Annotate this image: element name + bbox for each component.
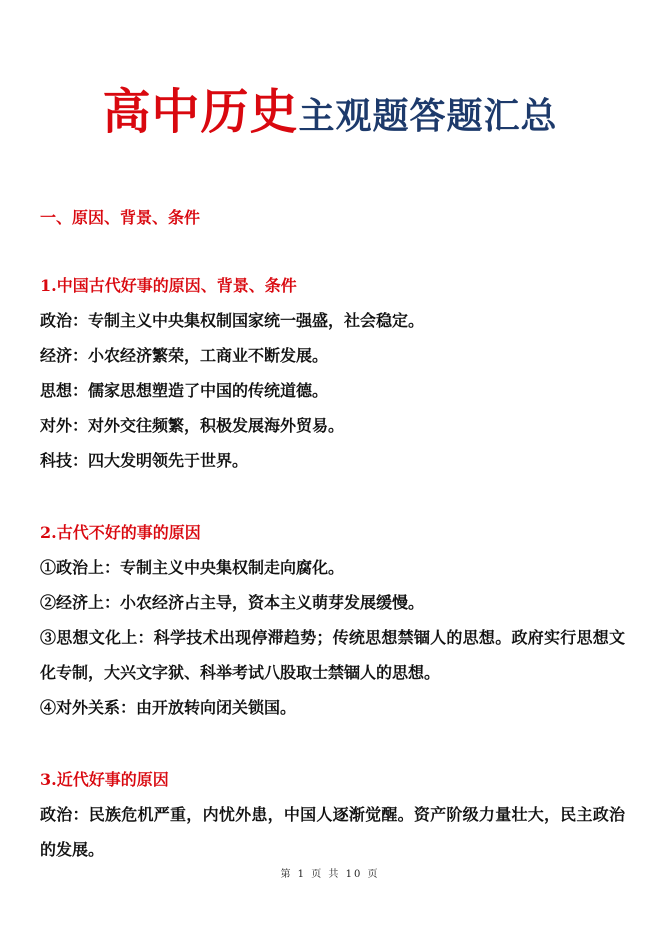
- content-line: 思想：儒家思想塑造了中国的传统道德。: [40, 381, 329, 400]
- page-title-blue: 主观题答题汇总: [298, 96, 558, 137]
- content-line: 经济：小农经济繁荣，工商业不断发展。: [40, 346, 329, 365]
- content-block-2: [40, 515, 625, 725]
- content-paragraph: 政治：民族危机严重，内忧外患，中国人逐渐觉醒。资产阶级力量壮大，民主政治的发展。: [40, 805, 625, 859]
- subsection-heading: 2.古代不好的事的原因: [40, 523, 201, 542]
- content-paragraph: ③思想文化上：科学技术出现停滞趋势；传统思想禁锢人的思想。政府实行思想文化专制，大兴文字狱、科举考试八股取士禁锢人的思想。: [40, 628, 625, 682]
- content-block-3: [40, 762, 625, 867]
- subsection-heading: 3.近代好事的原因: [40, 770, 169, 789]
- section-heading: 一、原因、背景、条件: [40, 208, 201, 227]
- content-line: 对外：对外交往频繁，积极发展海外贸易。: [40, 416, 345, 435]
- content-line: 政治：专制主义中央集权制国家统一强盛，社会稳定。: [40, 311, 425, 330]
- subsection-heading: 1.中国古代好事的原因、背景、条件: [40, 276, 297, 295]
- content-line: ②经济上：小农经济占主导，资本主义萌芽发展缓慢。: [40, 593, 425, 612]
- page-title-red: 高中历史: [102, 84, 299, 140]
- content-line: ④对外关系：由开放转向闭关锁国。: [40, 698, 297, 717]
- content-line: 科技：四大发明领先于世界。: [40, 451, 249, 470]
- page-footer: 第 1 页 共 10 页: [280, 869, 380, 880]
- page-title: [0, 84, 660, 140]
- content-line: ①政治上：专制主义中央集权制走向腐化。: [40, 558, 345, 577]
- content-block-1: [40, 268, 625, 478]
